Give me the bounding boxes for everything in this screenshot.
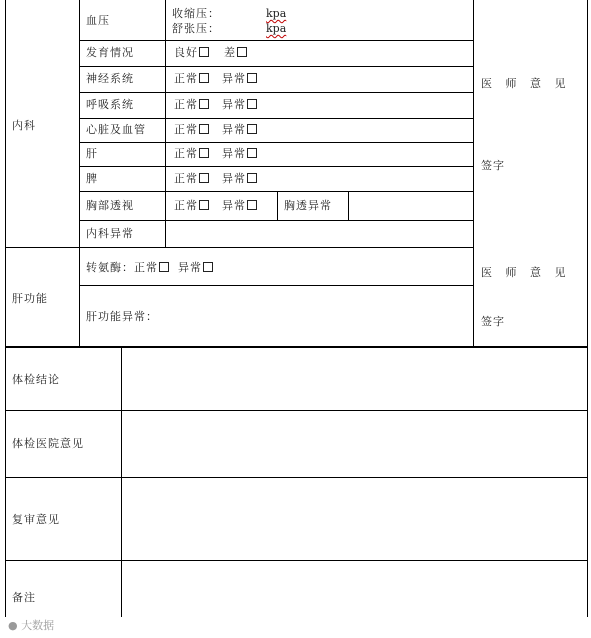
option-abnormal: 异常 — [222, 199, 257, 212]
remarks-field[interactable] — [122, 562, 586, 616]
systolic-unit: kpa — [266, 7, 287, 20]
option-normal: 正常 — [174, 147, 209, 160]
review-opinion-field[interactable] — [122, 479, 586, 559]
checkbox-abnormal[interactable] — [247, 200, 257, 210]
divider — [5, 346, 588, 348]
divider — [79, 0, 80, 347]
divider — [277, 191, 278, 220]
row-label-nervous: 神经系统 — [86, 72, 134, 85]
liver-abnormal-label: 肝功能异常： — [86, 310, 158, 323]
checkbox-good[interactable] — [199, 47, 209, 57]
row-label-chest-xray: 胸部透视 — [86, 199, 134, 212]
divider — [348, 191, 349, 220]
option-normal: 正常 — [174, 199, 209, 212]
signature-label: 签字 — [481, 315, 505, 328]
border-left — [5, 0, 6, 617]
conclusion-label: 体检结论 — [12, 373, 60, 386]
review-opinion-label: 复审意见 — [12, 513, 60, 526]
divider — [79, 66, 473, 67]
checkbox-normal[interactable] — [199, 148, 209, 158]
checkbox-enzyme-normal[interactable] — [159, 262, 169, 272]
row-label-spleen: 脾 — [86, 172, 98, 185]
divider — [79, 285, 473, 286]
watermark-logo-icon: ● — [8, 619, 18, 632]
option-abnormal: 异常 — [222, 98, 257, 111]
checkbox-normal[interactable] — [199, 73, 209, 83]
hospital-opinion-label: 体检医院意见 — [12, 437, 84, 450]
internal-section-label: 内科 — [12, 119, 36, 132]
option-abnormal: 异常 — [222, 172, 257, 185]
doctor-opinion-label: 医 师 意 见 — [481, 266, 571, 279]
checkbox-poor[interactable] — [237, 47, 247, 57]
checkbox-normal[interactable] — [199, 200, 209, 210]
divider — [473, 0, 474, 347]
divider — [79, 166, 473, 167]
checkbox-normal[interactable] — [199, 173, 209, 183]
checkbox-abnormal[interactable] — [247, 173, 257, 183]
option-normal: 正常 — [174, 172, 209, 185]
liver-section-label: 肝功能 — [12, 292, 48, 305]
checkbox-enzyme-abnormal[interactable] — [203, 262, 213, 272]
divider — [165, 0, 166, 247]
checkbox-abnormal[interactable] — [247, 99, 257, 109]
option-abnormal: 异常 — [222, 123, 257, 136]
internal-abnormal-field[interactable] — [166, 221, 472, 246]
option-poor: 差 — [224, 46, 247, 59]
diastolic-label: 舒张压： — [172, 22, 220, 35]
row-label-liver: 肝 — [86, 147, 98, 160]
divider — [79, 92, 473, 93]
option-good: 良好 — [174, 46, 209, 59]
watermark: ● 大数据 — [8, 619, 55, 632]
checkbox-abnormal[interactable] — [247, 73, 257, 83]
row-label-respiratory: 呼吸系统 — [86, 98, 134, 111]
divider — [5, 560, 588, 561]
divider — [5, 247, 473, 248]
diastolic-unit: kpa — [266, 22, 287, 35]
option-normal: 正常 — [174, 123, 209, 136]
divider — [5, 410, 588, 411]
divider — [79, 118, 473, 119]
option-abnormal: 异常 — [222, 72, 257, 85]
conclusion-field[interactable] — [122, 349, 586, 409]
option-normal: 正常 — [174, 72, 209, 85]
divider — [5, 477, 588, 478]
enzyme-row: 转氨酶：正常 异常 — [86, 261, 213, 274]
doctor-opinion-label: 医 师 意 见 — [481, 77, 571, 90]
remarks-label: 备注 — [12, 591, 36, 604]
option-normal: 正常 — [174, 98, 209, 111]
divider — [79, 191, 473, 192]
divider — [79, 40, 473, 41]
signature-label: 签字 — [481, 159, 505, 172]
divider — [79, 142, 473, 143]
checkbox-abnormal[interactable] — [247, 148, 257, 158]
checkbox-normal[interactable] — [199, 99, 209, 109]
hospital-opinion-field[interactable] — [122, 412, 586, 476]
row-label-heart: 心脏及血管 — [86, 123, 146, 136]
row-label-development: 发育情况 — [86, 46, 134, 59]
systolic-label: 收缩压： — [172, 7, 220, 20]
internal-abnormal-label: 内科异常 — [86, 227, 134, 240]
option-abnormal: 异常 — [222, 147, 257, 160]
border-right — [587, 0, 588, 617]
chest-xray-abnormal-label: 胸透异常 — [284, 199, 332, 212]
blood-pressure-label: 血压 — [86, 14, 110, 27]
checkbox-normal[interactable] — [199, 124, 209, 134]
checkbox-abnormal[interactable] — [247, 124, 257, 134]
